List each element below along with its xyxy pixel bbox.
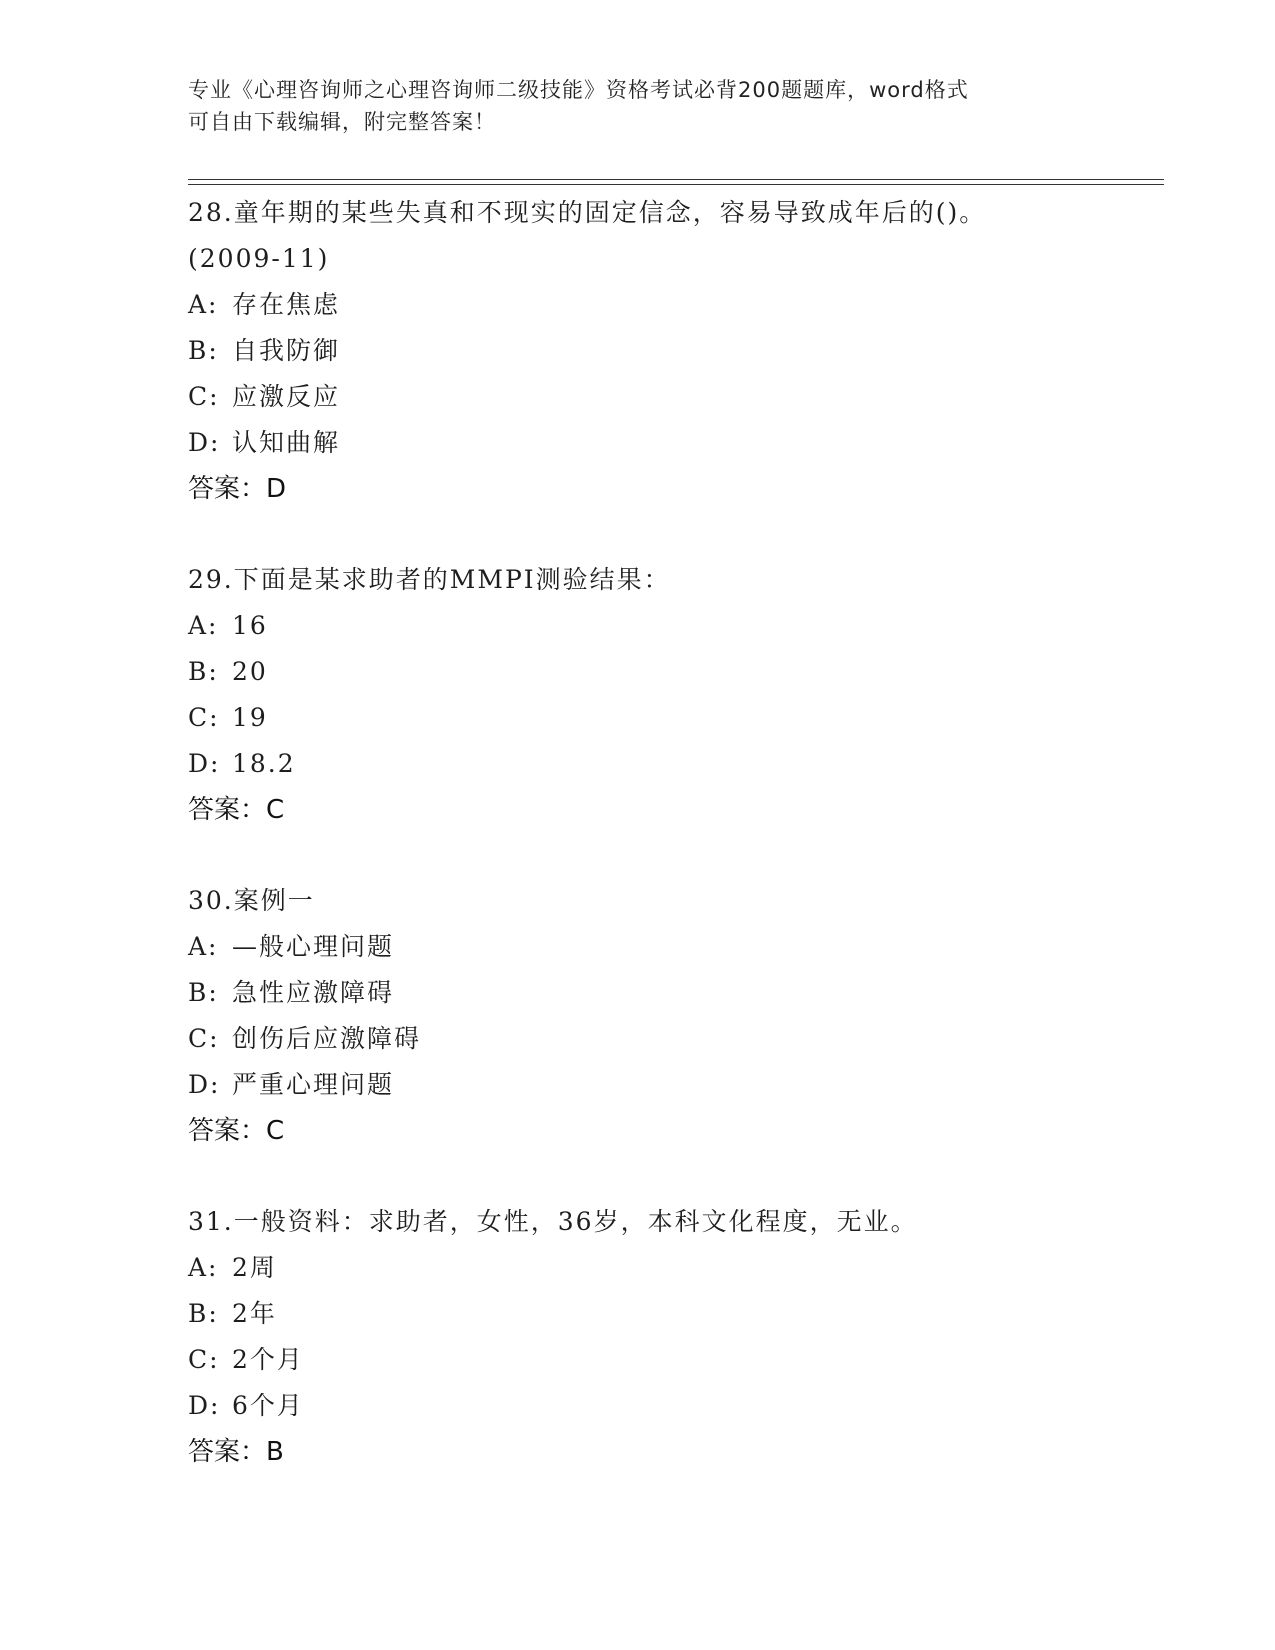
header-divider-bottom	[188, 184, 1164, 185]
option-letter: D:	[188, 749, 221, 778]
answer-key: 答案：C	[188, 1116, 285, 1146]
question-30	[188, 878, 1178, 1154]
question-31	[188, 1199, 1178, 1475]
question-stem: 29.下面是某求助者的MMPI测验结果：	[188, 565, 671, 594]
option-a	[188, 603, 1178, 649]
option-text: 自我防御	[232, 336, 341, 365]
option-text: 严重心理问题	[232, 1070, 395, 1099]
option-c	[188, 695, 1178, 741]
option-letter: D:	[188, 1391, 221, 1420]
option-text: 创伤后应激障碍	[232, 1024, 422, 1053]
option-a	[188, 282, 1178, 328]
option-d	[188, 420, 1178, 466]
option-c	[188, 1016, 1178, 1062]
option-text: 19	[232, 703, 268, 732]
option-b	[188, 649, 1178, 695]
option-a	[188, 1245, 1178, 1291]
option-letter: C:	[188, 1024, 220, 1053]
option-text: —般心理问题	[232, 932, 395, 961]
option-letter: A:	[188, 290, 219, 319]
option-letter: B:	[188, 1299, 219, 1328]
option-d	[188, 1383, 1178, 1429]
option-letter: B:	[188, 978, 219, 1007]
document-header	[188, 74, 1088, 138]
option-letter: D:	[188, 1070, 221, 1099]
option-letter: C:	[188, 1345, 220, 1374]
header-line-2: 可自由下载编辑，附完整答案！	[188, 110, 496, 134]
answer-key: 答案：D	[188, 474, 287, 504]
answer-key: 答案：B	[188, 1437, 284, 1467]
question-29	[188, 557, 1178, 833]
option-d	[188, 1062, 1178, 1108]
option-b	[188, 970, 1178, 1016]
question-28	[188, 190, 1178, 512]
question-stem: 30.案例一	[188, 886, 315, 915]
option-text: 存在焦虑	[232, 290, 341, 319]
option-c	[188, 1337, 1178, 1383]
option-text: 18.2	[232, 749, 296, 778]
header-divider-top	[188, 179, 1164, 180]
option-a	[188, 924, 1178, 970]
option-b	[188, 328, 1178, 374]
option-c	[188, 374, 1178, 420]
option-b	[188, 1291, 1178, 1337]
option-letter: A:	[188, 611, 219, 640]
question-stem-note: (2009-11)	[188, 244, 330, 273]
option-text: 2个月	[232, 1345, 304, 1374]
question-stem: 31.一般资料：求助者，女性，36岁，本科文化程度，无业。	[188, 1207, 918, 1236]
option-letter: B:	[188, 336, 219, 365]
option-letter: D:	[188, 428, 221, 457]
option-letter: B:	[188, 657, 219, 686]
option-letter: A:	[188, 932, 219, 961]
option-text: 16	[232, 611, 268, 640]
option-text: 急性应激障碍	[232, 978, 395, 1007]
option-letter: A:	[188, 1253, 219, 1282]
option-d	[188, 741, 1178, 787]
option-text: 2年	[232, 1299, 277, 1328]
option-text: 6个月	[232, 1391, 304, 1420]
answer-key: 答案：C	[188, 795, 285, 825]
option-text: 2周	[232, 1253, 277, 1282]
option-text: 20	[232, 657, 268, 686]
option-text: 认知曲解	[232, 428, 341, 457]
question-list	[188, 190, 1178, 1520]
option-letter: C:	[188, 382, 220, 411]
option-text: 应激反应	[232, 382, 341, 411]
question-stem: 28.童年期的某些失真和不现实的固定信念，容易导致成年后的()。	[188, 198, 987, 227]
option-letter: C:	[188, 703, 220, 732]
header-line-1: 专业《心理咨询师之心理咨询师二级技能》资格考试必背200题题库，word格式	[188, 78, 969, 102]
